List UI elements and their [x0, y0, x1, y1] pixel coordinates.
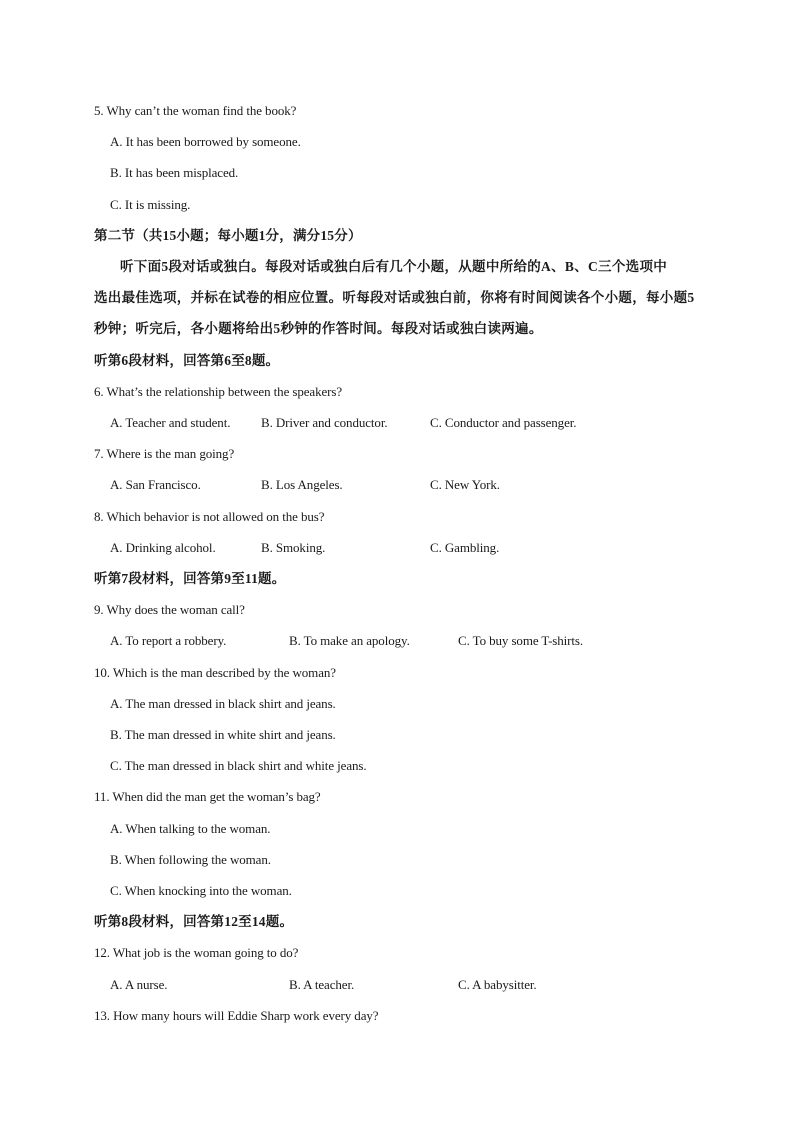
q12-option-c: C. A babysitter. — [458, 977, 537, 992]
q9-option-a: A. To report a robbery. — [110, 633, 227, 648]
instructions-line-2: 选出最佳选项，并标在试卷的相应位置。听每段对话或独白前，你将有时间阅读各个小题，每小题5 — [94, 290, 695, 305]
q6-option-c: C. Conductor and passenger. — [430, 415, 577, 430]
q12-option-b: B. A teacher. — [289, 977, 355, 992]
q11-option-b: B. When following the woman. — [110, 852, 271, 867]
q8-option-b: B. Smoking. — [261, 540, 326, 555]
section-2-heading: 第二节（共15小题；每小题1分，满分15分） — [94, 228, 362, 243]
q12-option-a: A. A nurse. — [110, 977, 168, 992]
question-8: 8. Which behavior is not allowed on the bus? — [94, 509, 325, 524]
q5-option-a: A. It has been borrowed by someone. — [110, 134, 301, 149]
q8-option-c: C. Gambling. — [430, 540, 500, 555]
instructions-line-1: 听下面5段对话或独白。每段对话或独白后有几个小题，从题中所给的A、B、C三个选项中 — [120, 259, 668, 274]
question-13: 13. How many hours will Eddie Sharp work every day? — [94, 1008, 379, 1023]
q10-option-b: B. The man dressed in white shirt and jeans. — [110, 727, 336, 742]
question-7: 7. Where is the man going? — [94, 446, 235, 461]
question-5: 5. Why can’t the woman find the book? — [94, 103, 297, 118]
material-6-heading: 听第6段材料，回答第6至8题。 — [94, 353, 280, 368]
q10-option-c: C. The man dressed in black shirt and white jeans. — [110, 758, 367, 773]
material-8-heading: 听第8段材料，回答第12至14题。 — [94, 914, 294, 929]
q11-option-a: A. When talking to the woman. — [110, 821, 271, 836]
instructions-line-3: 秒钟；听完后，各小题将给出5秒钟的作答时间。每段对话或独白读两遍。 — [94, 321, 543, 336]
q5-option-b: B. It has been misplaced. — [110, 165, 239, 180]
q7-option-b: B. Los Angeles. — [261, 477, 343, 492]
question-12: 12. What job is the woman going to do? — [94, 945, 299, 960]
q6-option-b: B. Driver and conductor. — [261, 415, 388, 430]
q11-option-c: C. When knocking into the woman. — [110, 883, 292, 898]
question-10: 10. Which is the man described by the woman? — [94, 665, 336, 680]
q9-option-c: C. To buy some T-shirts. — [458, 633, 584, 648]
question-6: 6. What’s the relationship between the speakers? — [94, 384, 343, 399]
q6-option-a: A. Teacher and student. — [110, 415, 231, 430]
q7-option-c: C. New York. — [430, 477, 500, 492]
q7-option-a: A. San Francisco. — [110, 477, 201, 492]
q10-option-a: A. The man dressed in black shirt and jeans. — [110, 696, 336, 711]
material-7-heading: 听第7段材料，回答第9至11题。 — [94, 571, 286, 586]
q8-option-a: A. Drinking alcohol. — [110, 540, 216, 555]
question-11: 11. When did the man get the woman’s bag? — [94, 789, 321, 804]
q9-option-b: B. To make an apology. — [289, 633, 410, 648]
q5-option-c: C. It is missing. — [110, 197, 191, 212]
question-9: 9. Why does the woman call? — [94, 602, 245, 617]
